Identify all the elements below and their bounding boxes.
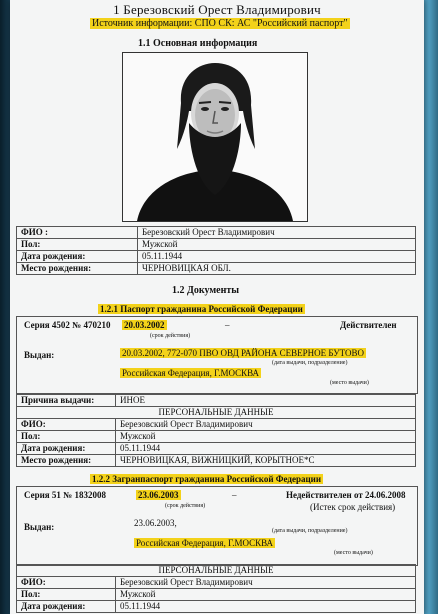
passport-rf-status: Действителен (340, 320, 397, 330)
row-label: ФИО : (17, 227, 138, 239)
passport-foreign-dash: – (232, 490, 237, 500)
row-value: Березовский Орест Владимирович (116, 419, 416, 431)
passport-rf-valid-date-text: 20.03.2002 (124, 320, 165, 330)
passport-foreign-place (134, 538, 275, 548)
row-label: Причина выдачи: (17, 395, 116, 407)
row-value: 05.11.1944 (116, 443, 416, 455)
row-value: Березовский Орест Владимирович (116, 577, 416, 589)
section-heading-documents: 1.2 Документы (172, 285, 240, 296)
passport-rf-place-text: Российская Федерация, Г.МОСКВА (122, 368, 260, 378)
row-label: Место рождения: (17, 263, 138, 275)
passport-foreign-status: Недействителен от 24.06.2008 (286, 490, 406, 500)
passport-foreign-heading (90, 474, 323, 484)
table-row (17, 601, 416, 613)
table-row (17, 251, 416, 263)
table-row (17, 239, 416, 251)
row-label: Дата рождения: (17, 443, 116, 455)
row-value: 05.11.1944 (116, 601, 416, 613)
passport-rf-issued-value (120, 348, 366, 358)
passport-foreign-heading-text: 1.2.2 Загранпаспорт гражданина Российской Федерации (92, 474, 322, 484)
portrait-image (123, 53, 307, 221)
basic-info-table (16, 226, 416, 275)
table-row (17, 227, 416, 239)
row-label: ФИО: (17, 419, 116, 431)
row-label: Пол: (17, 239, 138, 251)
row-value: 05.11.1944 (138, 251, 416, 263)
passport-foreign-valid-date (136, 490, 181, 500)
row-value: Мужской (116, 431, 416, 443)
passport-rf-validity-caption: (срок действия) (150, 333, 191, 339)
row-label: ФИО: (17, 577, 116, 589)
table-row (17, 589, 416, 601)
passport-rf-issued-text: 20.03.2002, 772-070 ПВО ОВД РАЙОНА СЕВЕРНОЕ БУТОВО (122, 348, 365, 358)
section-heading-basic-info: 1.1 Основная информация (138, 38, 258, 49)
row-label: Пол: (17, 589, 116, 601)
row-value: Мужской (138, 239, 416, 251)
row-value: Мужской (116, 589, 416, 601)
row-label: Место рождения: (17, 455, 116, 467)
row-value: ЧЕРНОВИЦКАЯ, ВИЖНИЦКИЙ, КОРЫТНОЕ*С (116, 455, 416, 467)
row-value: Березовский Орест Владимирович (138, 227, 416, 239)
passport-rf-place (120, 368, 261, 378)
passport-rf-place-caption: (место выдачи) (330, 380, 369, 386)
source-text: Источник информации: СПО СК: АС "Российский паспорт" (92, 18, 348, 29)
row-value: ЧЕРНОВИЦКАЯ ОБЛ. (138, 263, 416, 275)
person-photo (122, 52, 308, 222)
document-title: 1 Березовский Орест Владимирович (113, 2, 321, 17)
passport-foreign-table (16, 564, 416, 613)
row-label: Дата рождения: (17, 251, 138, 263)
table-row (17, 419, 416, 431)
passport-foreign-place-text: Российская Федерация, Г.МОСКВА (136, 538, 274, 548)
passport-foreign-validity-caption: (срок действия) (165, 503, 206, 509)
personal-data-header: ПЕРСОНАЛЬНЫЕ ДАННЫЕ (17, 407, 416, 419)
passport-foreign-issued-value: 23.06.2003, (134, 518, 177, 528)
passport-rf-dash: – (225, 320, 230, 330)
personal-data-header: ПЕРСОНАЛЬНЫЕ ДАННЫЕ (17, 565, 416, 577)
source-line (90, 18, 350, 29)
passport-rf-heading (98, 304, 305, 314)
table-row (17, 455, 416, 467)
passport-foreign-issued-label: Выдан: (24, 522, 55, 532)
table-row (17, 577, 416, 589)
passport-rf-table (16, 394, 416, 467)
document-page (10, 0, 424, 614)
table-row (17, 395, 416, 407)
passport-rf-issued-label: Выдан: (24, 350, 55, 360)
table-row (17, 565, 416, 577)
row-label: Пол: (17, 431, 116, 443)
passport-rf-series: Серия 4502 № 470210 (24, 320, 111, 330)
passport-rf-valid-date (122, 320, 167, 330)
table-row (17, 443, 416, 455)
passport-foreign-valid-date-text: 23.06.2003 (138, 490, 179, 500)
table-row (17, 263, 416, 275)
passport-foreign-status-note: (Истек срок действия) (310, 502, 396, 512)
passport-foreign-issued-caption: (дата выдачи, подразделение) (272, 528, 348, 534)
row-label: Дата рождения: (17, 601, 116, 613)
passport-foreign-series: Серия 51 № 1832008 (24, 490, 106, 500)
passport-rf-heading-text: 1.2.1 Паспорт гражданина Российской Федерации (100, 304, 303, 314)
passport-rf-issued-caption: (дата выдачи, подразделение) (272, 360, 348, 366)
table-row (17, 431, 416, 443)
table-row (17, 407, 416, 419)
row-value: ИНОЕ (116, 395, 416, 407)
passport-foreign-place-caption: (место выдачи) (334, 550, 373, 556)
